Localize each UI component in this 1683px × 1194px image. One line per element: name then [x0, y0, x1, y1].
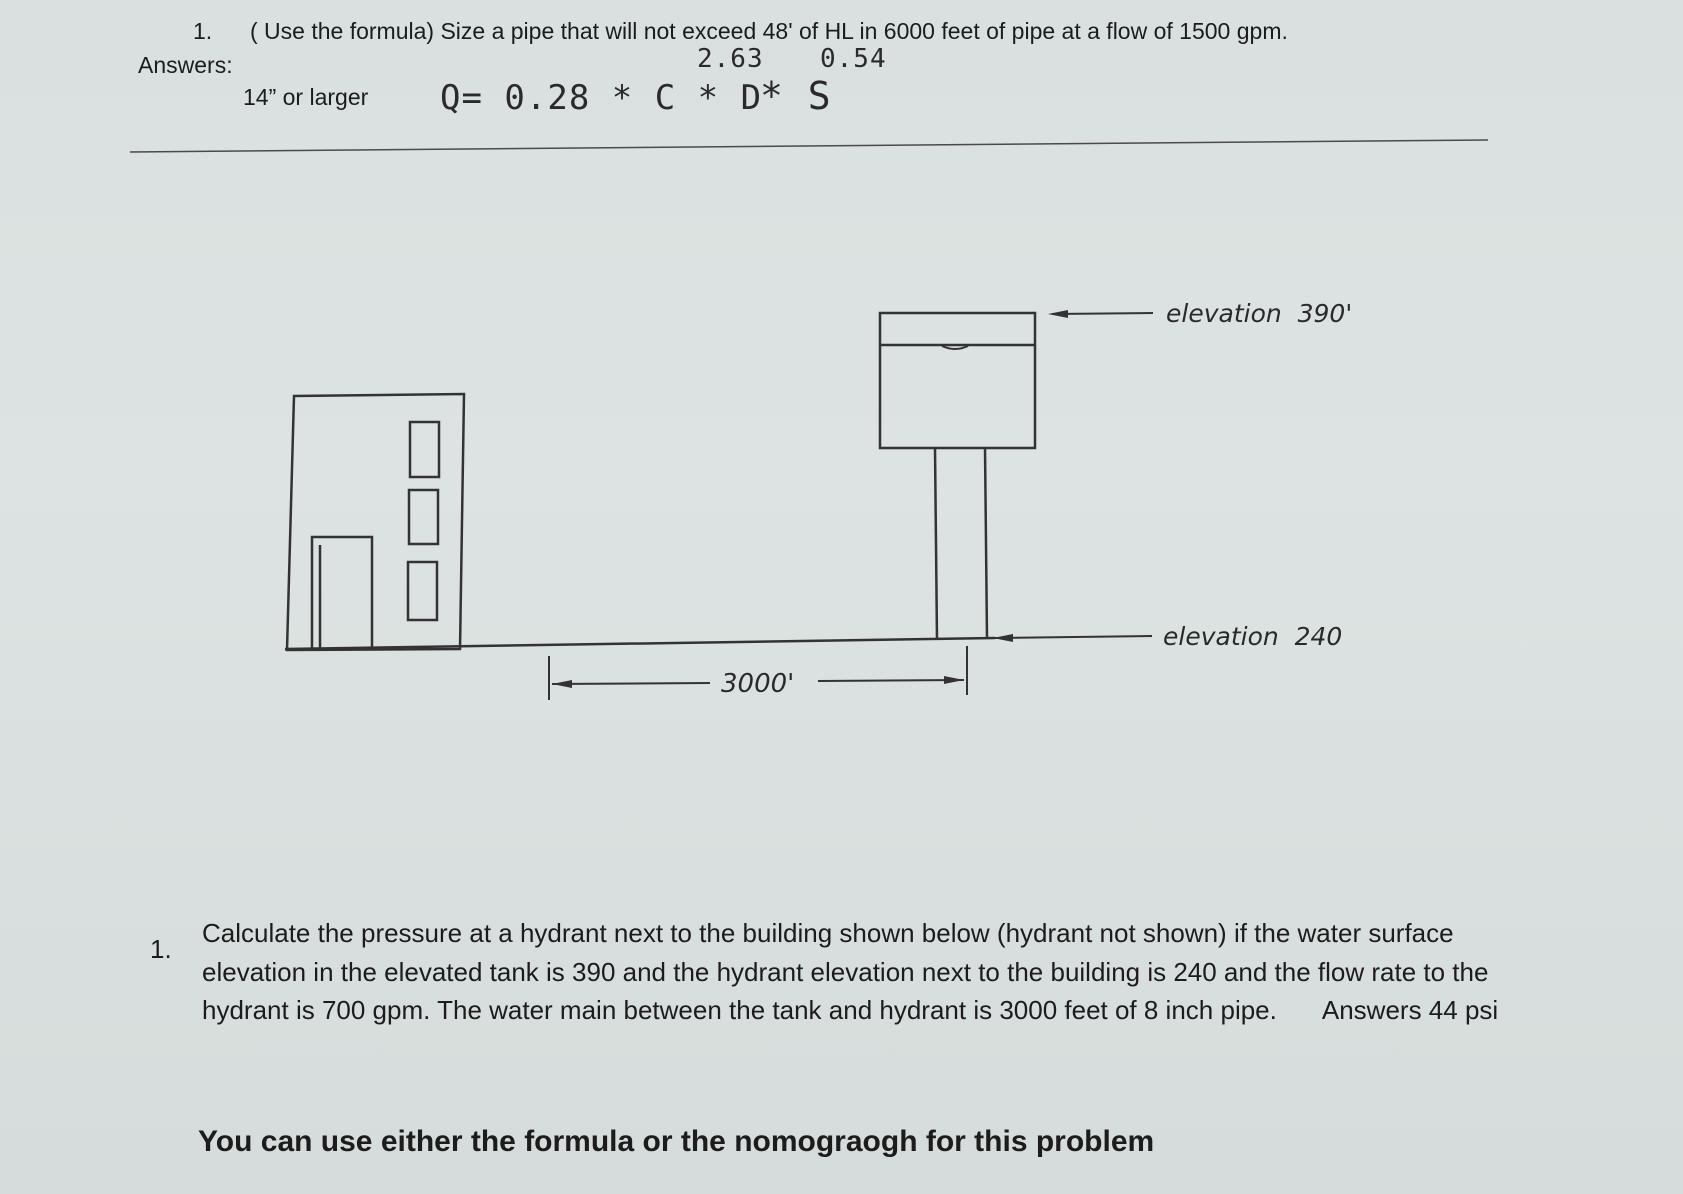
- tank-leg-right: [985, 448, 987, 638]
- ground-elevation-arrowhead: [993, 634, 1013, 642]
- question-2-number: 1.: [150, 934, 172, 964]
- formula-nomograph-note: You can use either the formula or the nomograogh for this problem: [198, 1125, 1155, 1158]
- question-2-body: [202, 914, 1542, 1030]
- ground-elevation-label: elevation 240: [1163, 622, 1343, 651]
- tank-leg-left: [935, 448, 937, 640]
- building-window-bottom: [408, 562, 437, 620]
- handwritten-formula-s-term: * S: [760, 74, 832, 118]
- tank-elevation-arrowhead: [1048, 310, 1068, 318]
- elevated-tank: [880, 313, 1035, 640]
- question-1-text: ( Use the formula) Size a pipe that will not exceed 48' of HL in 6000 feet of pipe at a flow of 1500 gpm.: [250, 18, 1288, 44]
- dimension-line-left: [552, 683, 710, 684]
- answer-value: 14” or larger: [243, 84, 369, 110]
- ground-elevation-leader: [995, 636, 1152, 638]
- handwritten-formula-d-exponent: 2.63: [697, 44, 764, 74]
- answers-label: Answers:: [138, 52, 233, 78]
- question-1-number: 1.: [193, 18, 213, 44]
- ground-line: [285, 638, 995, 649]
- building-window-top: [410, 422, 439, 477]
- handwritten-formula-main: Q= 0.28 * C * D: [440, 78, 763, 118]
- tank-body: [880, 313, 1035, 448]
- dimension-arrowhead-right: [944, 676, 964, 684]
- section-divider: [130, 140, 1488, 152]
- building: [287, 394, 464, 650]
- question-2-answer: Answers 44 psi: [1321, 995, 1499, 1025]
- distance-label: 3000': [721, 669, 795, 699]
- handwritten-formula-s-exponent: 0.54: [820, 44, 887, 74]
- tank-elevation-label: elevation 390': [1166, 299, 1353, 328]
- water-surface-marker: [942, 346, 968, 349]
- building-window-middle: [409, 490, 438, 544]
- dimension-arrowhead-left: [552, 680, 572, 688]
- question-2-text: Calculate the pressure at a hydrant next to the building shown below (hydrant not shown) if the water surface elevation in the elevated tank is 390 and the hydrant elevation next to the building is 240 and the flow rate to the hydrant is 700 gpm. The water main between the tank and hydrant is 3000 feet of 8 inch pipe.: [202, 918, 1489, 1025]
- dimension-line-right: [818, 680, 964, 681]
